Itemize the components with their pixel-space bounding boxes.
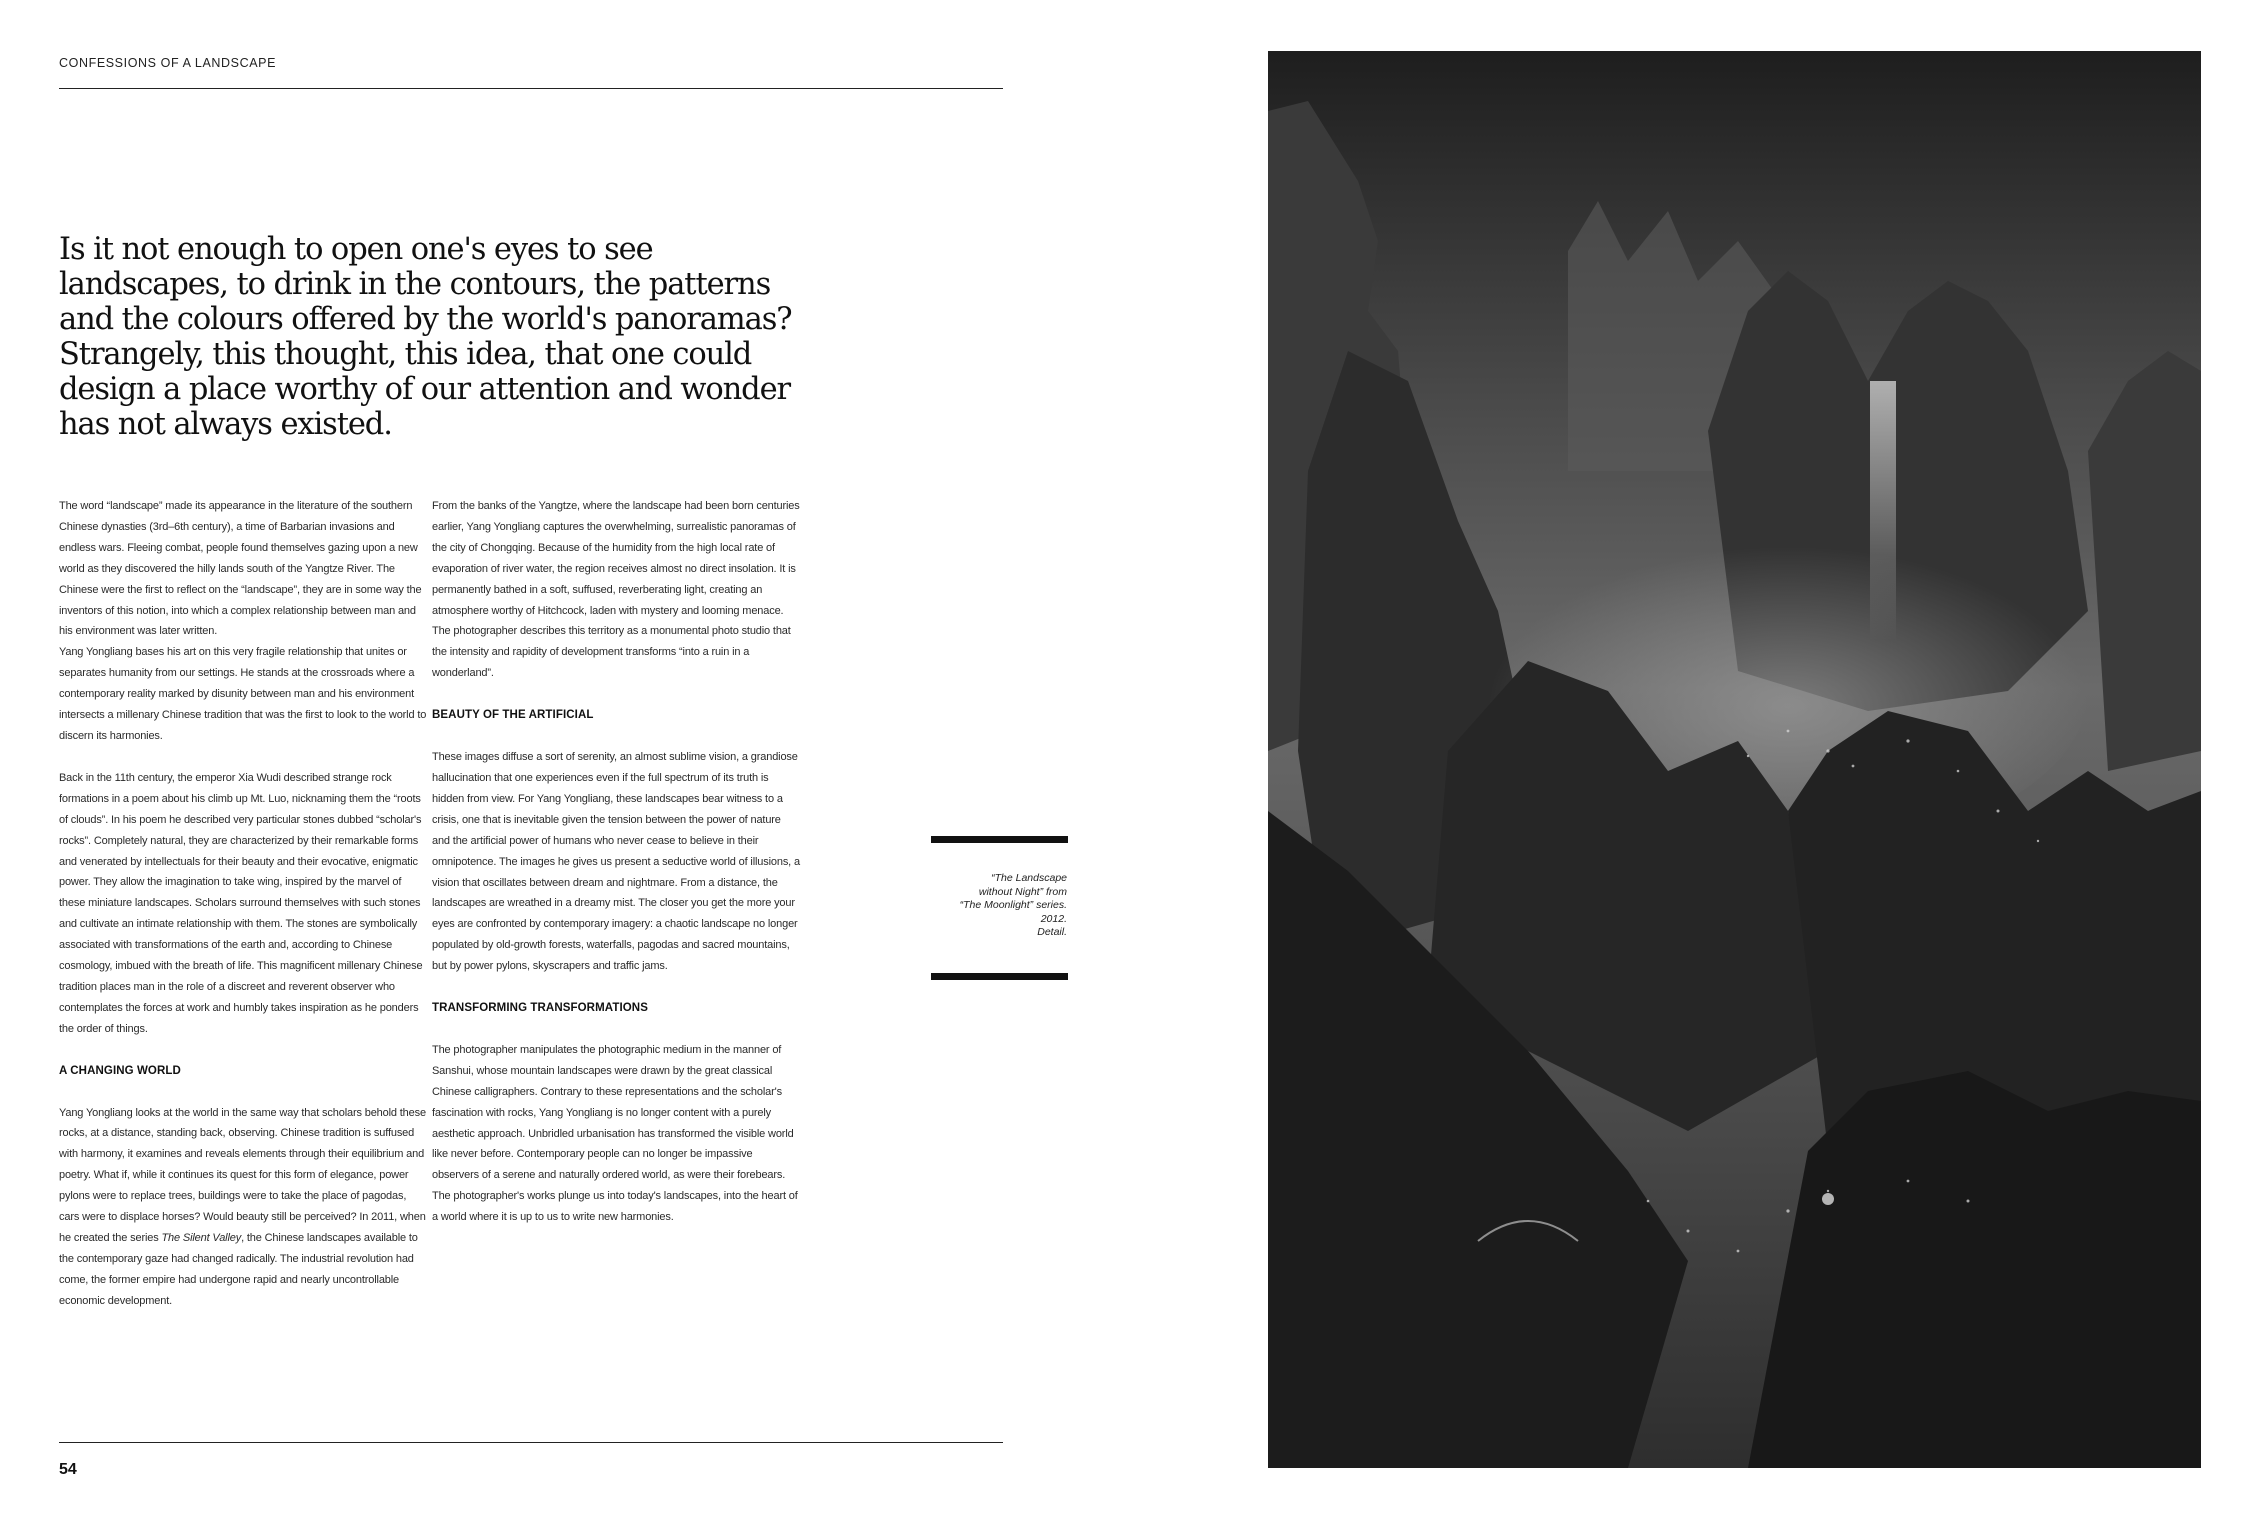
caption-line: Detail. xyxy=(1037,926,1067,938)
caption-line: “The Moonlight” series. xyxy=(959,899,1067,911)
caption-line: 2012. xyxy=(1040,912,1067,925)
paragraph: Back in the 11th century, the emperor Xia Wudi described strange rock formations in a poem about his climb up Mt. Luo, nicknaming them the “roots of clouds”. In his poem he described very particular stones dubbed “scholar's rocks”. Completely natural, they are characterized by their remarkable forms and venerated by intellectuals for their beauty and their evocative, enigmatic power. They allow the imagination to take wing, inspired by the marvel of these miniature landscapes. Scholars surround themselves with such stones and cultivate an intimate relationship with them. The stones are symbolically associated with transformations of the earth and, according to Chinese cosmology, imbued with the breath of life. This magnificent millenary Chinese tradition places man in the role of a discreet and reverent observer who contemplates the forces at work and humbly takes inspiration as he ponders the order of things. xyxy=(59,771,423,1035)
caption-line: “The Landscape xyxy=(991,872,1067,884)
paragraph: These images diffuse a sort of serenity, an almost sublime vision, a grandiose hallucination that one experiences even if the full spectrum of its truth is hidden from view. For Yang Yongliang, these landscapes bear witness to a crisis, one that is inevitable given the tension between the power of nature and the artificial power of humans who never cease to believe in their omnipotence. The images he gives us present a seductive world of illusions, a vision that oscillates between dream and nightmare. From a distance, the landscapes are wreathed in a dreamy mist. The closer you get the more your eyes are confronted by contemporary imagery: a chaotic landscape no longer populated by old-growth forests, waterfalls, pagodas and sacred mountains, but by power pylons, skyscrapers and traffic jams. xyxy=(432,751,800,973)
running-head: CONFESSIONS OF A LANDSCAPE xyxy=(59,56,277,70)
paragraph: The photographer manipulates the photographic medium in the manner of Sanshui, whose mountain landscapes were drawn by the great classical Chinese calligraphers. Contrary to these representations and the scholar's fascination with rocks, Yang Yongliang is no longer content with a purely aesthetic approach. Unbridled urbanisation has transformed the visible world like never before. Contemporary people can no longer be impassive observers of a serene and naturally ordered world, as were their forebears. The photographer's works plunge us into today's landscapes, into the heart of a world where it is up to us to write new harmonies. xyxy=(432,1043,798,1224)
series-title: The Silent Valley xyxy=(161,1232,242,1244)
paragraph: The word “landscape” made its appearance in the literature of the southern Chinese dynasties (3rd–6th century), a time of Barbarian invasions and endless wars. Fleeing combat, people found themselves gazing upon a new world as they discovered the hilly lands south of the Yangtze River. The Chinese were the first to reflect on the “landscape”, they are in some way the inventors of this notion, into which a complex relationship between man and his environment was later written. xyxy=(59,500,422,638)
page-number: 54 xyxy=(59,1461,77,1478)
landscape-photo xyxy=(1268,51,2201,1468)
paragraph: Yang Yongliang bases his art on this very fragile relationship that unites or separates humanity from our settings. He stands at the crossroads where a contemporary reality marked by disunity between man and his environment intersects a millenary Chinese tradition that was the first to look to the world to discern its harmonies. xyxy=(59,646,427,742)
left-column xyxy=(59,496,427,1312)
paragraph-text: , the Chinese landscapes available to the contemporary gaze had changed radically. The industrial revolution had come, the former empire had undergone rapid and nearly uncontrollable economic development. xyxy=(59,1232,418,1307)
section-heading: A CHANGING WORLD xyxy=(59,1064,181,1077)
paragraph xyxy=(59,1103,427,1312)
bottom-rule xyxy=(59,1442,1003,1443)
caption-bar-bottom xyxy=(931,973,1068,980)
section-heading: TRANSFORMING TRANSFORMATIONS xyxy=(432,1002,648,1015)
paragraph: From the banks of the Yangtze, where the landscape had been born centuries earlier, Yang Yongliang captures the overwhelming, surrealistic panoramas of the city of Chongqing. Because of the humidity from the high local rate of evaporation of river water, the region receives almost no direct insolation. It is permanently bathed in a soft, suffused, reverberating light, creating an atmosphere worthy of Hitchcock, laden with mystery and looming menace. The photographer describes this territory as a monumental photo studio that the intensity and rapidity of development transforms “into a ruin in a wonderland”. xyxy=(432,500,800,680)
section-heading: BEAUTY OF THE ARTIFICIAL xyxy=(432,709,594,722)
paragraph-text: Yang Yongliang looks at the world in the same way that scholars behold these rocks, at a distance, standing back, observing. Chinese tradition is suffused with harmony, it examines and reveals elements through their equilibrium and poetry. What if, while it continues its quest for this form of elegance, power pylons were to replace trees, buildings were to take the place of pagodas, cars were to displace horses? Would beauty still be perceived? In 2011, when he created the series xyxy=(59,1106,426,1244)
right-column xyxy=(432,496,800,1228)
photo-caption xyxy=(930,872,1067,940)
caption-bar-top xyxy=(931,836,1068,843)
caption-line: without Night” from xyxy=(978,885,1067,898)
top-rule xyxy=(59,88,1003,89)
intro-text: Is it not enough to open one's eyes to see landscapes, to drink in the contours, the patterns and the colours offered by the world's panoramas? Strangely, this thought, this idea, that one could design a place worthy of our attention and wonder has not always existed. xyxy=(59,232,792,442)
